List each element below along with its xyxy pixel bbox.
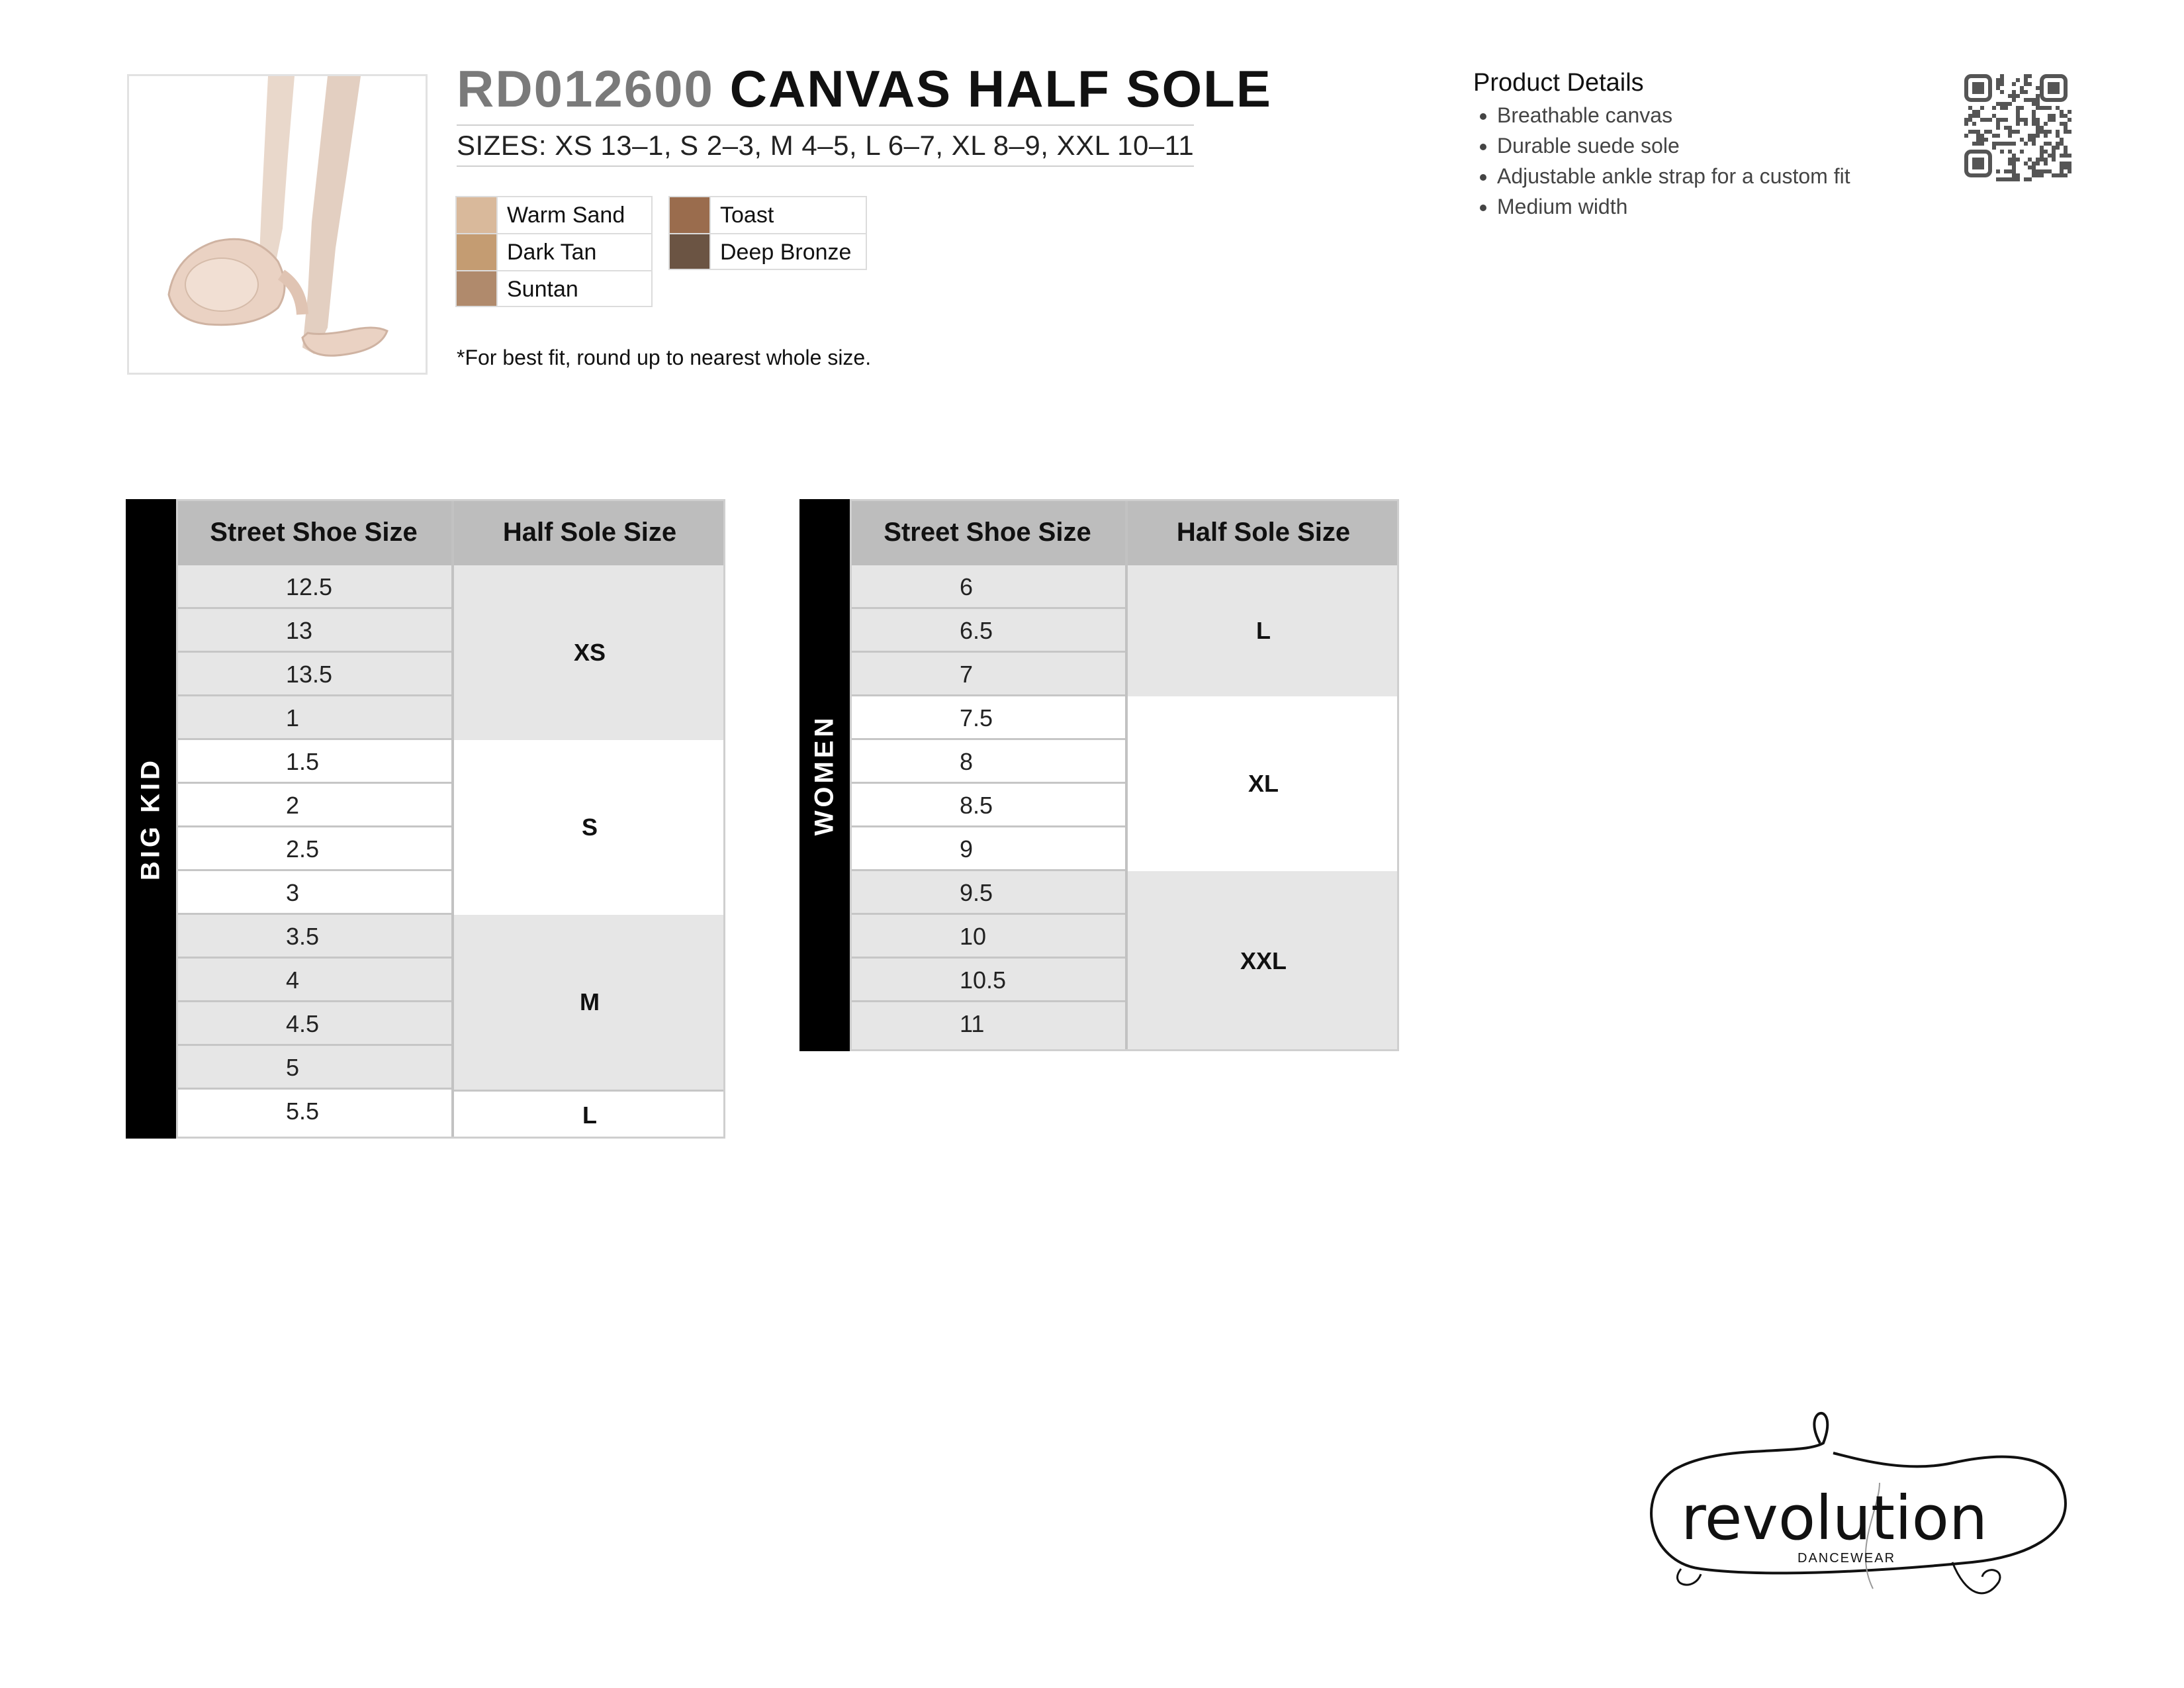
qr-module xyxy=(2064,130,2068,134)
qr-module xyxy=(2040,146,2044,150)
qr-module xyxy=(1976,114,1980,118)
qr-module xyxy=(2044,162,2048,165)
qr-module xyxy=(2064,146,2068,150)
qr-module xyxy=(2052,154,2056,158)
women-label: WOMEN xyxy=(809,714,839,836)
qr-module xyxy=(1996,169,2000,173)
qr-module xyxy=(2008,177,2012,181)
qr-module xyxy=(2068,165,2071,169)
qr-module xyxy=(1992,106,1996,110)
qr-module xyxy=(2036,102,2040,106)
qr-module xyxy=(2060,173,2064,177)
qr-module xyxy=(2000,150,2004,154)
swatch-chip xyxy=(457,197,496,233)
table-row: 11 xyxy=(850,1002,1125,1051)
qr-module xyxy=(2028,138,2032,142)
big-kid-side-label xyxy=(126,499,176,1139)
qr-module xyxy=(2032,134,2036,138)
qr-module xyxy=(1980,106,1984,110)
qr-module xyxy=(2016,118,2020,122)
qr-module xyxy=(2060,169,2064,173)
qr-module xyxy=(2024,74,2028,78)
qr-module xyxy=(1968,118,1972,122)
qr-module xyxy=(2012,130,2016,134)
qr-module xyxy=(1980,118,1984,122)
qr-module xyxy=(1964,122,1968,126)
qr-module xyxy=(2008,134,2012,138)
qr-module xyxy=(1992,142,1996,146)
qr-module xyxy=(2012,162,2016,165)
qr-module xyxy=(2032,138,2036,142)
qr-module xyxy=(2064,173,2068,177)
table-row: 5.5 xyxy=(176,1090,451,1133)
qr-module xyxy=(2020,138,2024,142)
qr-module xyxy=(2068,118,2071,122)
qr-module xyxy=(2016,94,2020,98)
street-size-header: Street Shoe Size xyxy=(176,499,451,565)
qr-module xyxy=(2048,130,2052,134)
qr-module xyxy=(2056,173,2060,177)
color-swatch xyxy=(668,196,867,233)
qr-module xyxy=(2044,169,2048,173)
qr-module xyxy=(2044,150,2048,154)
qr-module xyxy=(1996,142,2000,146)
qr-module xyxy=(2056,142,2060,146)
qr-module xyxy=(1964,118,1968,122)
qr-module xyxy=(2004,102,2008,106)
qr-module xyxy=(2024,98,2028,102)
qr-code-graphic xyxy=(1964,74,2071,181)
fit-note: *For best fit, round up to nearest whole size. xyxy=(457,346,872,369)
qr-module xyxy=(2032,110,2036,114)
qr-module xyxy=(2048,118,2052,122)
table-row: 7 xyxy=(850,653,1125,696)
qr-module xyxy=(2028,134,2032,138)
product-details-list xyxy=(1473,100,1850,222)
qr-module xyxy=(2000,142,2004,146)
sizes-line: SIZES: XS 13–1, S 2–3, M 4–5, L 6–7, XL 8–9, XXL 10–11 xyxy=(457,124,1194,167)
color-swatch-list-left xyxy=(455,196,653,307)
table-row: 3.5 xyxy=(176,915,451,959)
qr-module xyxy=(1980,134,1984,138)
qr-module xyxy=(2044,158,2048,162)
qr-module xyxy=(2008,142,2012,146)
qr-module xyxy=(2004,126,2008,130)
qr-module xyxy=(1968,106,1972,110)
table-row: 7.5 xyxy=(850,696,1125,740)
qr-module xyxy=(2036,118,2040,122)
product-photo xyxy=(127,74,428,375)
product-details xyxy=(1473,69,1850,222)
qr-module xyxy=(2000,177,2004,181)
qr-module xyxy=(2052,114,2056,118)
qr-module xyxy=(2032,165,2036,169)
qr-module xyxy=(2016,158,2020,162)
qr-module xyxy=(2056,130,2060,134)
qr-module xyxy=(2060,138,2064,142)
qr-module xyxy=(1972,122,1976,126)
qr-module xyxy=(1996,118,2000,122)
qr-module xyxy=(2032,118,2036,122)
brand-sub: DANCEWEAR xyxy=(1797,1551,1896,1566)
table-row: 6 xyxy=(850,565,1125,609)
table-row: 1.5 xyxy=(176,740,451,784)
qr-module xyxy=(2008,169,2012,173)
qr-module xyxy=(1996,82,2000,86)
qr-module xyxy=(2028,98,2032,102)
qr-module xyxy=(1976,138,1980,142)
qr-module xyxy=(1984,138,1988,142)
qr-module xyxy=(2024,122,2028,126)
qr-module xyxy=(2060,122,2064,126)
qr-module xyxy=(2032,98,2036,102)
qr-module xyxy=(1968,114,1972,118)
qr-module xyxy=(2036,98,2040,102)
qr-module xyxy=(2020,90,2024,94)
qr-module xyxy=(1992,146,1996,150)
qr-module xyxy=(2020,150,2024,154)
qr-module xyxy=(2024,78,2028,82)
women-size-table xyxy=(799,499,1399,1051)
qr-module xyxy=(2068,130,2071,134)
qr-module xyxy=(2064,165,2068,169)
half-sole-header: Half Sole Size xyxy=(1128,499,1399,565)
qr-module xyxy=(1996,134,2000,138)
product-title xyxy=(457,61,1272,118)
big-kid-label: BIG KID xyxy=(136,757,165,881)
size-group: M xyxy=(454,915,725,1090)
qr-module xyxy=(2012,169,2016,173)
qr-module xyxy=(1984,130,1988,134)
product-code: RD012600 xyxy=(457,60,714,118)
qr-module xyxy=(2012,94,2016,98)
table-row: 3 xyxy=(176,871,451,915)
qr-module xyxy=(1968,130,1972,134)
revolution-dancewear-logo xyxy=(1641,1403,2078,1622)
swatch-chip xyxy=(457,234,496,270)
qr-module xyxy=(2068,154,2071,158)
detail-item: • Durable suede sole xyxy=(1497,130,1850,161)
qr-module xyxy=(2040,169,2044,173)
qr-module xyxy=(2016,122,2020,126)
qr-module xyxy=(2000,118,2004,122)
swatch-chip xyxy=(670,234,709,269)
table-row: 9 xyxy=(850,827,1125,871)
qr-module xyxy=(2024,177,2028,181)
qr-module xyxy=(1996,177,2000,181)
qr-module xyxy=(2012,82,2016,86)
qr-code[interactable] xyxy=(1964,74,2071,181)
qr-module xyxy=(1980,138,1984,142)
qr-module xyxy=(2056,134,2060,138)
swatch-label: Suntan xyxy=(496,271,651,306)
swatch-chip xyxy=(457,271,496,306)
qr-finder-center xyxy=(1972,82,1984,94)
qr-module xyxy=(2060,165,2064,169)
qr-module xyxy=(2036,126,2040,130)
qr-module xyxy=(1984,118,1988,122)
detail-item: • Breathable canvas xyxy=(1497,100,1850,130)
qr-module xyxy=(2052,158,2056,162)
qr-module xyxy=(2032,102,2036,106)
qr-module xyxy=(2012,154,2016,158)
qr-module xyxy=(2052,150,2056,154)
qr-module xyxy=(2060,154,2064,158)
product-details-heading: Product Details xyxy=(1473,69,1644,97)
color-swatch xyxy=(455,233,653,270)
qr-module xyxy=(2000,78,2004,82)
qr-module xyxy=(2064,154,2068,158)
qr-module xyxy=(2036,134,2040,138)
qr-module xyxy=(2036,169,2040,173)
qr-module xyxy=(2004,142,2008,146)
qr-module xyxy=(1976,134,1980,138)
table-row: 6.5 xyxy=(850,609,1125,653)
qr-module xyxy=(1988,130,1992,134)
qr-module xyxy=(2060,114,2064,118)
qr-module xyxy=(2060,162,2064,165)
qr-module xyxy=(2000,106,2004,110)
qr-module xyxy=(2064,162,2068,165)
qr-module xyxy=(2036,130,2040,134)
qr-module xyxy=(2052,118,2056,122)
qr-module xyxy=(2032,142,2036,146)
qr-module xyxy=(2044,142,2048,146)
qr-module xyxy=(2020,86,2024,90)
qr-module xyxy=(2040,106,2044,110)
color-swatch xyxy=(455,196,653,233)
qr-module xyxy=(2016,114,2020,118)
table-row: 13.5 xyxy=(176,653,451,696)
qr-module xyxy=(2004,106,2008,110)
qr-module xyxy=(2032,169,2036,173)
qr-module xyxy=(2020,118,2024,122)
qr-module xyxy=(1988,118,1992,122)
qr-module xyxy=(2044,134,2048,138)
table-row: 4.5 xyxy=(176,1002,451,1046)
qr-module xyxy=(2032,122,2036,126)
qr-module xyxy=(2052,173,2056,177)
qr-module xyxy=(1996,102,2000,106)
qr-module xyxy=(2040,126,2044,130)
qr-finder-center xyxy=(2048,82,2060,94)
qr-module xyxy=(1996,122,2000,126)
qr-module xyxy=(2016,173,2020,177)
qr-module xyxy=(2000,102,2004,106)
qr-module xyxy=(2068,110,2071,114)
swatch-label: Warm Sand xyxy=(496,197,651,233)
qr-module xyxy=(2048,142,2052,146)
qr-module xyxy=(2040,158,2044,162)
qr-module xyxy=(2036,122,2040,126)
qr-module xyxy=(2044,106,2048,110)
qr-module xyxy=(2024,142,2028,146)
product-name: CANVAS HALF SOLE xyxy=(729,60,1272,118)
qr-module xyxy=(2064,126,2068,130)
qr-module xyxy=(1976,130,1980,134)
qr-module xyxy=(2008,150,2012,154)
qr-module xyxy=(2044,130,2048,134)
qr-module xyxy=(2012,165,2016,169)
qr-module xyxy=(2044,122,2048,126)
qr-module xyxy=(2056,146,2060,150)
qr-module xyxy=(2004,177,2008,181)
qr-module xyxy=(2008,162,2012,165)
qr-module xyxy=(2032,173,2036,177)
size-group: XL xyxy=(1128,696,1399,871)
qr-module xyxy=(2036,106,2040,110)
table-row: 8.5 xyxy=(850,784,1125,827)
qr-module xyxy=(1996,86,2000,90)
size-group: XS xyxy=(454,565,725,740)
big-kid-size-table xyxy=(126,499,725,1139)
qr-module xyxy=(2060,110,2064,114)
qr-module xyxy=(2012,142,2016,146)
qr-module xyxy=(2016,106,2020,110)
swatch-label: Dark Tan xyxy=(496,234,651,270)
table-row: 8 xyxy=(850,740,1125,784)
qr-module xyxy=(2008,130,2012,134)
qr-module xyxy=(2056,106,2060,110)
qr-module xyxy=(2036,86,2040,90)
qr-module xyxy=(2028,158,2032,162)
qr-module xyxy=(2028,82,2032,86)
table-row: 2 xyxy=(176,784,451,827)
table-row: 1 xyxy=(176,696,451,740)
qr-module xyxy=(2016,78,2020,82)
half-sole-shoe-illustration xyxy=(129,76,426,373)
qr-module xyxy=(2008,102,2012,106)
qr-module xyxy=(2008,158,2012,162)
qr-module xyxy=(1996,126,2000,130)
qr-module xyxy=(2000,90,2004,94)
qr-module xyxy=(2036,162,2040,165)
qr-module xyxy=(2032,162,2036,165)
half-sole-header: Half Sole Size xyxy=(454,499,725,565)
qr-module xyxy=(2028,74,2032,78)
qr-module xyxy=(2016,177,2020,181)
detail-item: • Adjustable ankle strap for a custom fit xyxy=(1497,161,1850,191)
size-group: L xyxy=(454,1090,725,1139)
swatch-label: Deep Bronze xyxy=(709,234,866,269)
qr-module xyxy=(2000,74,2004,78)
qr-module xyxy=(1976,142,1980,146)
qr-module xyxy=(2016,130,2020,134)
qr-module xyxy=(2016,110,2020,114)
size-group: S xyxy=(454,740,725,915)
qr-module xyxy=(2064,150,2068,154)
street-size-header: Street Shoe Size xyxy=(850,499,1125,565)
qr-module xyxy=(1980,142,1984,146)
table-row: 12.5 xyxy=(176,565,451,609)
qr-module xyxy=(1996,78,2000,82)
logo-graphic xyxy=(1641,1403,2078,1622)
qr-module xyxy=(2036,94,2040,98)
qr-module xyxy=(2064,122,2068,126)
table-row: 2.5 xyxy=(176,827,451,871)
qr-module xyxy=(2004,118,2008,122)
color-swatch xyxy=(668,233,867,270)
qr-module xyxy=(2024,90,2028,94)
qr-module xyxy=(2048,114,2052,118)
color-swatch-list-right xyxy=(668,196,867,270)
qr-module xyxy=(2024,118,2028,122)
qr-module xyxy=(2028,177,2032,181)
qr-module xyxy=(2048,154,2052,158)
qr-module xyxy=(1964,134,1968,138)
qr-module xyxy=(2068,162,2071,165)
detail-item: • Medium width xyxy=(1497,191,1850,222)
table-row: 10.5 xyxy=(850,959,1125,1002)
qr-module xyxy=(2012,177,2016,181)
color-swatch xyxy=(455,270,653,307)
qr-module xyxy=(2040,130,2044,134)
qr-module xyxy=(2008,94,2012,98)
qr-module xyxy=(2048,169,2052,173)
qr-module xyxy=(2032,114,2036,118)
qr-module xyxy=(2000,82,2004,86)
qr-module xyxy=(2060,142,2064,146)
table-row: 13 xyxy=(176,609,451,653)
qr-module xyxy=(2008,126,2012,130)
swatch-label: Toast xyxy=(709,197,866,233)
women-side-label xyxy=(799,499,850,1051)
qr-module xyxy=(2036,173,2040,177)
qr-module xyxy=(2028,165,2032,169)
size-group: XXL xyxy=(1128,871,1399,1051)
qr-module xyxy=(2024,162,2028,165)
qr-finder-center xyxy=(1972,158,1984,169)
qr-module xyxy=(1976,110,1980,114)
qr-module xyxy=(2040,154,2044,158)
qr-module xyxy=(2052,146,2056,150)
qr-module xyxy=(2024,82,2028,86)
qr-module xyxy=(2068,169,2071,173)
qr-module xyxy=(2064,114,2068,118)
qr-module xyxy=(1992,114,1996,118)
qr-module xyxy=(2004,169,2008,173)
qr-module xyxy=(2012,90,2016,94)
swatch-chip xyxy=(670,197,709,233)
qr-module xyxy=(2012,173,2016,177)
size-group: L xyxy=(1128,565,1399,696)
table-row: 4 xyxy=(176,959,451,1002)
qr-module xyxy=(2036,158,2040,162)
qr-module xyxy=(1972,114,1976,118)
qr-module xyxy=(1972,110,1976,114)
qr-module xyxy=(2040,150,2044,154)
qr-module xyxy=(1992,134,1996,138)
table-row: 10 xyxy=(850,915,1125,959)
table-row: 9.5 xyxy=(850,871,1125,915)
brand-name: revolution xyxy=(1681,1483,1988,1554)
table-row: 5 xyxy=(176,1046,451,1090)
qr-module xyxy=(2040,173,2044,177)
qr-module xyxy=(2020,106,2024,110)
qr-module xyxy=(1972,130,1976,134)
qr-module xyxy=(2048,106,2052,110)
qr-module xyxy=(2012,98,2016,102)
qr-module xyxy=(1972,142,1976,146)
qr-module xyxy=(2012,158,2016,162)
